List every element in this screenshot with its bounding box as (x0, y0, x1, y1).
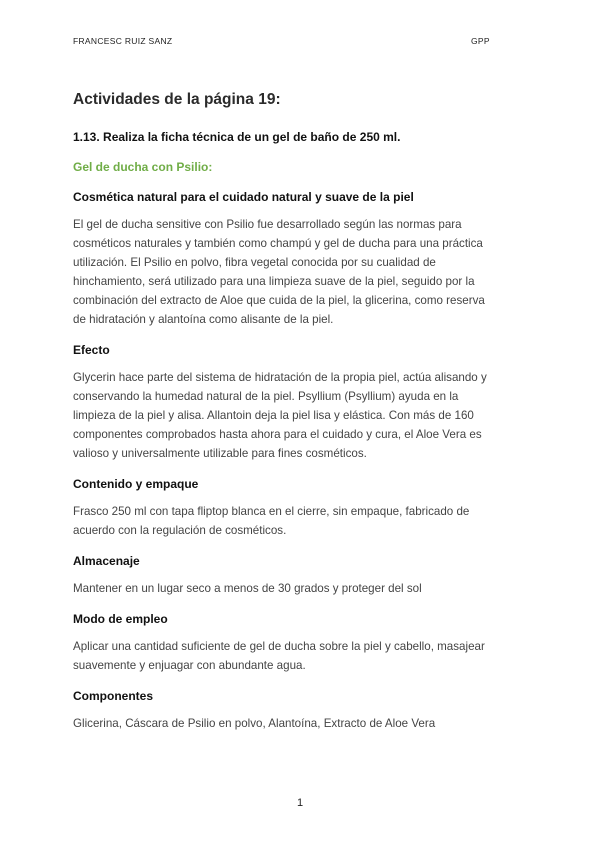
text-line: limpieza de la piel y alisa. Allantoin deja la piel lisa y elástica. Con más de 160 (73, 409, 474, 422)
section-text-almacenaje (73, 579, 531, 598)
text-line: valioso y universalmente utilizable para fines cosméticos. (73, 447, 367, 460)
section-text-modo-empleo (73, 637, 531, 675)
product-subtitle: Cosmética natural para el cuidado natural y suave de la piel (73, 190, 414, 204)
text-line: Frasco 250 ml con tapa fliptop blanca en el cierre, sin empaque, fabricado de (73, 505, 470, 518)
text-line: Aplicar una cantidad suficiente de gel de ducha sobre la piel y cabello, masajear (73, 640, 485, 653)
text-line: Mantener en un lugar seco a menos de 30 grados y proteger del sol (73, 582, 422, 595)
product-name: Gel de ducha con Psilio: (73, 160, 213, 174)
page-title: Actividades de la página 19: (73, 91, 281, 108)
document-body (73, 89, 531, 733)
header-code: GPP (471, 36, 490, 46)
text-line: conservando la humedad natural de la piel. Psyllium (Psyllium) ayuda en la (73, 390, 459, 403)
intro-line: cosméticos naturales y también como champú y gel de ducha para una práctica (73, 237, 483, 250)
section-title-modo-empleo: Modo de empleo (73, 612, 168, 626)
intro-line: utilización. El Psilio en polvo, fibra vegetal conocida por su cualidad de (73, 256, 436, 269)
text-line: Glycerin hace parte del sistema de hidratación de la propia piel, actúa alisando y (73, 371, 487, 384)
section-text-contenido (73, 502, 531, 540)
intro-line: hinchamiento, será utilizado para una limpieza suave de la piel, seguido por la (73, 275, 475, 288)
section-title-efecto: Efecto (73, 343, 110, 357)
text-line: Glicerina, Cáscara de Psilio en polvo, Alantoína, Extracto de Aloe Vera (73, 717, 436, 730)
intro-paragraph (73, 215, 531, 329)
section-text-componentes (73, 714, 531, 733)
section-title-almacenaje: Almacenaje (73, 554, 140, 568)
section-title-componentes: Componentes (73, 689, 154, 703)
intro-line: de hidratación y alantoína como alisante de la piel. (73, 313, 334, 326)
header-author: FRANCESC RUIZ SANZ (73, 36, 173, 46)
section-title-contenido: Contenido y empaque (73, 477, 199, 491)
intro-line: El gel de ducha sensitive con Psilio fue desarrollado según las normas para (73, 218, 462, 231)
section-text-efecto (73, 368, 531, 463)
text-line: suavemente y enjuagar con abundante agua. (73, 659, 306, 672)
text-line: acuerdo con la regulación de cosméticos. (73, 524, 287, 537)
task-heading: 1.13. Realiza la ficha técnica de un gel de baño de 250 ml. (73, 130, 401, 144)
text-line: componentes comprobados hasta ahora para el cuidado y cura, el Aloe Vera es (73, 428, 482, 441)
page-number: 1 (296, 797, 304, 809)
intro-line: combinación del extracto de Aloe que cuida de la piel, la glicerina, como reserva (73, 294, 485, 307)
